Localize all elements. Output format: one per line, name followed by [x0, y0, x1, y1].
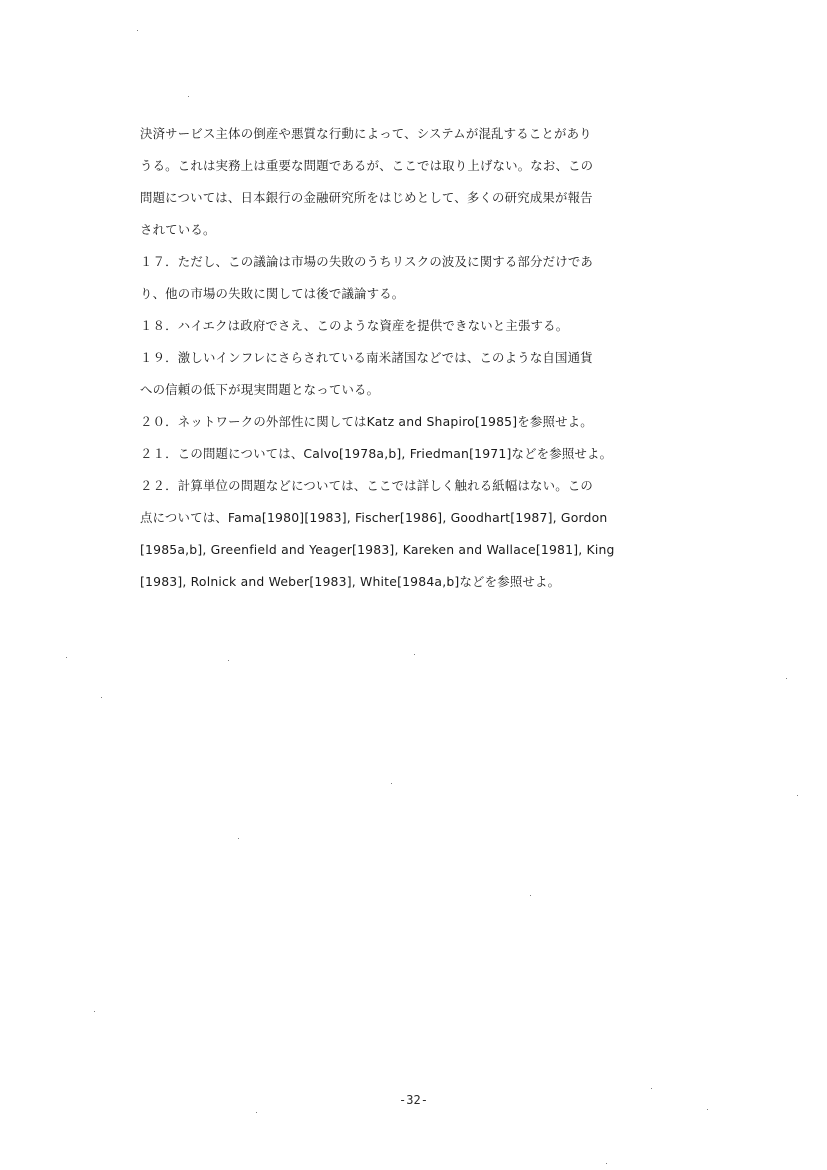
scan-speck: [137, 30, 138, 31]
footnote-22-line: ２２．計算単位の問題などについては、ここでは詳しく触れる紙幅はない。この: [140, 478, 594, 493]
text-line: うる。これは実務上は重要な問題であるが、ここでは取り上げない。なお、この: [140, 158, 594, 173]
footnote-21-line: ２１．この問題については、Calvo[1978a,b], Friedman[1971]などを参照せよ。: [140, 446, 613, 461]
scan-speck: [797, 795, 798, 796]
footnotes-body: [140, 118, 690, 598]
footnote-18-line: １８．ハイエクは政府でさえ、このような資産を提供できないと主張する。: [140, 318, 569, 333]
page-number: -32-: [399, 1093, 428, 1107]
text-line: [1985a,b], Greenfield and Yeager[1983], Kareken and Wallace[1981], King: [140, 542, 615, 557]
scan-speck: [786, 678, 787, 679]
text-line: されている。: [140, 222, 216, 237]
scan-speck: [414, 654, 415, 655]
text-line: り、他の市場の失敗に関しては後で議論する。: [140, 286, 405, 301]
scan-speck: [391, 783, 392, 784]
footnote-20-line: ２０．ネットワークの外部性に関してはKatz and Shapiro[1985]を参照せよ。: [140, 414, 593, 429]
scan-speck: [188, 96, 189, 97]
scan-speck: [707, 1109, 708, 1110]
scan-speck: [94, 1011, 95, 1012]
scan-speck: [228, 660, 229, 661]
text-line: への信頼の低下が現実問題となっている。: [140, 382, 380, 397]
scan-speck: [66, 657, 67, 658]
text-line: 問題については、日本銀行の金融研究所をはじめとして、多くの研究成果が報告: [140, 190, 593, 205]
footnote-17-line: １７．ただし、この議論は市場の失敗のうちリスクの波及に関する部分だけであ: [140, 254, 594, 269]
scan-speck: [256, 1112, 257, 1113]
scan-speck: [606, 1163, 607, 1164]
text-line: 点については、Fama[1980][1983], Fischer[1986], Goodhart[1987], Gordon: [140, 510, 608, 525]
scan-speck: [530, 895, 531, 896]
scan-speck: [101, 697, 102, 698]
footnote-19-line: １９．激しいインフレにさらされている南米諸国などでは、このような自国通貨: [140, 350, 593, 365]
scan-speck: [651, 1088, 652, 1089]
text-line: [1983], Rolnick and Weber[1983], White[1984a,b]などを参照せよ。: [140, 574, 561, 589]
text-line: 決済サービス主体の倒産や悪質な行動によって、システムが混乱することがあり: [140, 126, 592, 141]
scan-speck: [238, 838, 239, 839]
